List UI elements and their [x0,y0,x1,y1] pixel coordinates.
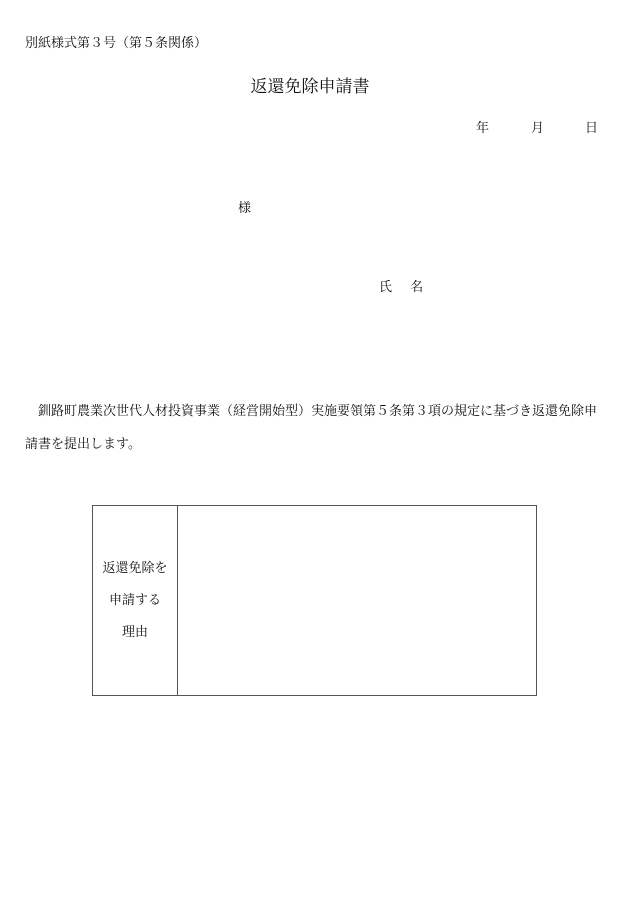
applicant-name-label: 氏 名 [379,280,424,295]
reason-label-line-3: 理由 [121,624,148,640]
form-number: 別紙様式第３号（第５条関係） [25,36,208,51]
document-title: 返還免除申請書 [250,77,370,97]
date-year-label: 年 [476,121,490,136]
reason-value-cell[interactable] [178,506,536,695]
addressee-honorific: 様 [238,201,252,216]
reason-label-line-2: 申請する [108,592,161,608]
date-day-label: 日 [585,121,599,136]
date-month-label: 月 [531,121,545,136]
body-paragraph: 釧路町農業次世代人材投資事業（経営開始型）実施要領第５条第３項の規定に基づき返還免除申請書を提出します。 [25,404,598,452]
reason-table [92,505,537,696]
reason-label-line-1: 返還免除を [102,560,168,576]
reason-label-cell [93,506,178,695]
